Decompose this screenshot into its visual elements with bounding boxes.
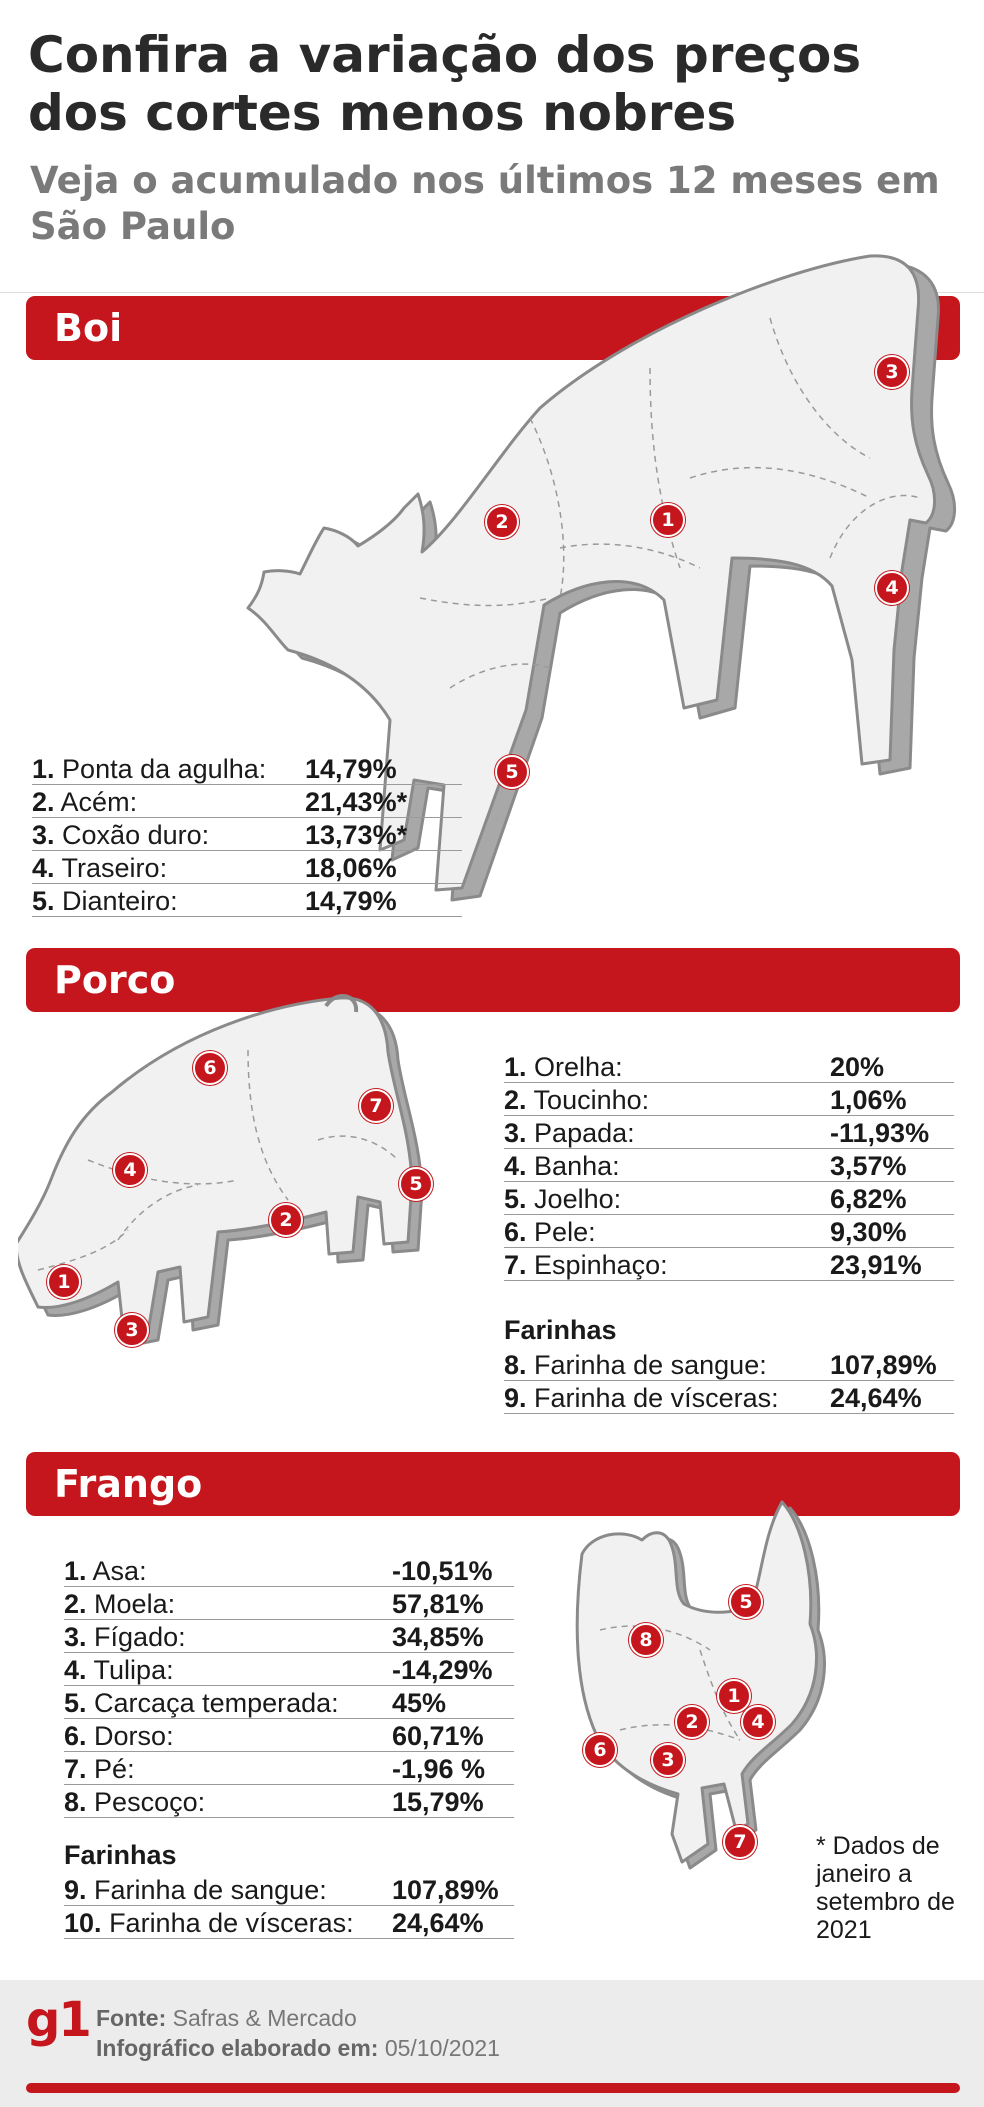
row-number: 1.	[32, 754, 55, 784]
row-value: 20%	[830, 1052, 885, 1082]
row-value: -1,96 %	[392, 1754, 486, 1784]
row-label: Papada:	[534, 1118, 635, 1148]
row-number: 7.	[64, 1754, 87, 1784]
table-row	[64, 1785, 514, 1818]
row-number: 4.	[504, 1151, 527, 1181]
row-label: Moela:	[94, 1589, 176, 1619]
table-row	[32, 785, 462, 818]
section-label-porco: Porco	[54, 958, 176, 1002]
footer	[0, 1980, 984, 2107]
row-label: Farinha de sangue:	[94, 1875, 327, 1905]
table-row	[32, 752, 462, 785]
source-line	[96, 2004, 357, 2032]
row-label: Coxão duro:	[62, 820, 210, 850]
row-number: 2.	[504, 1085, 527, 1115]
cut-marker-porco-4: 4	[113, 1153, 147, 1187]
row-value: 107,89%	[830, 1350, 937, 1380]
table-row	[504, 1381, 954, 1414]
row-number: 6.	[64, 1721, 87, 1751]
footer-accent-bar	[26, 2083, 960, 2093]
table-row	[64, 1620, 514, 1653]
table-row	[32, 884, 462, 917]
table-row	[504, 1149, 954, 1182]
row-number: 5.	[32, 886, 55, 916]
pig-illustration	[18, 990, 448, 1380]
row-value: 3,57%	[830, 1151, 907, 1181]
row-number: 9.	[504, 1383, 527, 1413]
cut-marker-boi-1: 1	[651, 503, 685, 537]
section-label-boi: Boi	[54, 306, 123, 350]
row-value: 23,91%	[830, 1250, 922, 1280]
cut-marker-porco-3: 3	[115, 1313, 149, 1347]
row-number: 2.	[32, 787, 55, 817]
table-row	[32, 818, 462, 851]
row-label: Dorso:	[94, 1721, 174, 1751]
section-label-frango: Frango	[54, 1462, 203, 1506]
cut-marker-boi-2: 2	[485, 505, 519, 539]
row-label: Farinha de vísceras:	[109, 1908, 354, 1938]
row-value: 14,79%	[305, 754, 397, 784]
row-value: 15,79%	[392, 1787, 484, 1817]
source-value: Safras & Mercado	[172, 2005, 357, 2031]
porco-price-table	[504, 1050, 954, 1414]
frango-price-table	[64, 1554, 514, 1939]
cut-marker-porco-6: 6	[193, 1051, 227, 1085]
table-row	[64, 1653, 514, 1686]
row-label: Carcaça temperada:	[94, 1688, 339, 1718]
row-label: Farinha de sangue:	[534, 1350, 767, 1380]
row-value: 45%	[392, 1688, 447, 1718]
row-value: 18,06%	[305, 853, 397, 883]
row-label: Pé:	[94, 1754, 135, 1784]
cut-marker-frango-7: 7	[723, 1825, 757, 1859]
row-number: 8.	[64, 1787, 87, 1817]
row-number: 3.	[504, 1118, 527, 1148]
row-label: Pescoço:	[94, 1787, 206, 1817]
table-row	[64, 1587, 514, 1620]
row-label: Acém:	[60, 787, 138, 817]
row-number: 5.	[504, 1184, 527, 1214]
row-value: -14,29%	[392, 1655, 493, 1685]
row-value: 6,82%	[830, 1184, 907, 1214]
row-value: 1,06%	[830, 1085, 907, 1115]
row-value: 60,71%	[392, 1721, 484, 1751]
table-row	[64, 1686, 514, 1719]
row-number: 9.	[64, 1875, 87, 1905]
row-label: Asa:	[92, 1556, 147, 1586]
cut-marker-porco-5: 5	[399, 1167, 433, 1201]
row-number: 4.	[32, 853, 55, 883]
cut-marker-porco-7: 7	[359, 1089, 393, 1123]
source-label: Fonte:	[96, 2005, 167, 2031]
row-number: 3.	[64, 1622, 87, 1652]
row-number: 4.	[64, 1655, 87, 1685]
table-row	[64, 1873, 514, 1906]
table-row	[504, 1248, 954, 1281]
row-number: 10.	[64, 1908, 102, 1938]
cut-marker-boi-4: 4	[875, 571, 909, 605]
made-line	[96, 2034, 500, 2062]
cut-marker-frango-6: 6	[583, 1733, 617, 1767]
footnote: * Dados de janeiro a setembro de 2021	[816, 1832, 955, 1944]
row-label: Toucinho:	[533, 1085, 650, 1115]
row-value: 14,79%	[305, 886, 397, 916]
row-value: 13,73%*	[305, 820, 408, 850]
row-value: -11,93%	[830, 1118, 930, 1148]
cut-marker-porco-2: 2	[269, 1203, 303, 1237]
cut-marker-frango-3: 3	[651, 1743, 685, 1777]
cut-marker-boi-3: 3	[875, 355, 909, 389]
table-row	[64, 1752, 514, 1785]
chicken-body-face	[577, 1502, 816, 1862]
row-label: Dianteiro:	[62, 886, 178, 916]
table-row	[504, 1348, 954, 1381]
table-row	[64, 1719, 514, 1752]
made-label: Infográfico elaborado em:	[96, 2035, 379, 2061]
table-row	[64, 1554, 514, 1587]
table-row	[504, 1083, 954, 1116]
row-label: Espinhaço:	[534, 1250, 668, 1280]
cut-marker-frango-1: 1	[717, 1679, 751, 1713]
row-label: Farinha de vísceras:	[534, 1383, 779, 1413]
cut-marker-porco-1: 1	[47, 1265, 81, 1299]
row-value: 107,89%	[392, 1875, 499, 1905]
row-number: 6.	[504, 1217, 527, 1247]
chicken-illustration	[560, 1500, 860, 1880]
farinhas-heading: Farinhas	[64, 1840, 177, 1870]
table-row	[64, 1906, 514, 1939]
row-number: 5.	[64, 1688, 87, 1718]
table-row	[504, 1116, 954, 1149]
farinhas-heading: Farinhas	[504, 1315, 617, 1345]
row-value: 34,85%	[392, 1622, 484, 1652]
made-date: 05/10/2021	[384, 2035, 500, 2061]
row-value: 57,81%	[392, 1589, 484, 1619]
page-title: Confira a variação dos preços dos cortes menos nobres	[28, 26, 862, 142]
row-label: Traseiro:	[61, 853, 168, 883]
cut-marker-frango-8: 8	[629, 1623, 663, 1657]
row-number: 1.	[504, 1052, 527, 1082]
row-value: 9,30%	[830, 1217, 907, 1247]
row-number: 3.	[32, 820, 55, 850]
boi-price-table	[32, 752, 462, 917]
row-value: 24,64%	[392, 1908, 484, 1938]
cut-marker-frango-2: 2	[675, 1705, 709, 1739]
row-label: Joelho:	[534, 1184, 622, 1214]
table-row	[504, 1050, 954, 1083]
table-row	[32, 851, 462, 884]
row-value: 21,43%*	[305, 787, 408, 817]
g1-logo: g1	[26, 1992, 90, 2048]
row-number: 8.	[504, 1350, 527, 1380]
cut-marker-frango-4: 4	[741, 1705, 775, 1739]
row-number: 1.	[64, 1556, 87, 1586]
row-label: Ponta da agulha:	[62, 754, 267, 784]
row-label: Tulipa:	[93, 1655, 174, 1685]
table-row	[504, 1215, 954, 1248]
cut-marker-frango-5: 5	[729, 1585, 763, 1619]
row-label: Banha:	[534, 1151, 620, 1181]
page-subtitle: Veja o acumulado nos últimos 12 meses em São Paulo	[30, 159, 940, 248]
row-label: Orelha:	[534, 1052, 623, 1082]
row-label: Fígado:	[94, 1622, 186, 1652]
row-value: 24,64%	[830, 1383, 922, 1413]
table-row	[504, 1182, 954, 1215]
row-number: 2.	[64, 1589, 87, 1619]
row-number: 7.	[504, 1250, 527, 1280]
row-label: Pele:	[534, 1217, 596, 1247]
cut-marker-boi-5: 5	[495, 755, 529, 789]
row-value: -10,51%	[392, 1556, 493, 1586]
